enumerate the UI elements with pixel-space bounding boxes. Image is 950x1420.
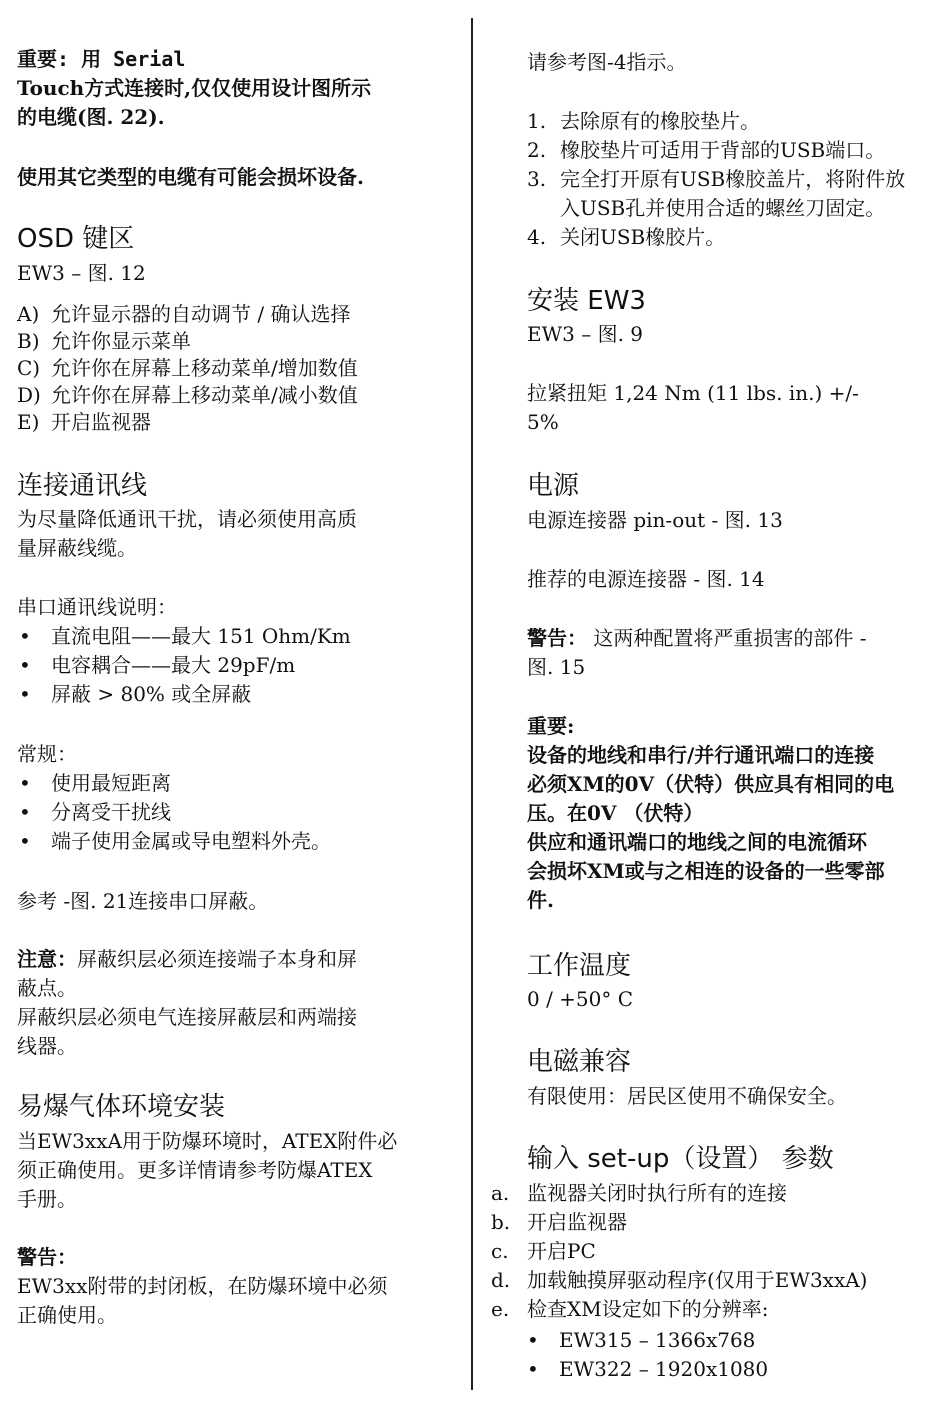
explosive-warning-label: 警告： bbox=[17, 1245, 77, 1269]
list-item: • 分离受干扰线 bbox=[17, 798, 437, 827]
setup-item: e. 检查XM设定如下的分辨率: bbox=[491, 1297, 769, 1321]
explosive-warning-text: EW3xx附带的封闭板，在防爆环境中必须 正确使用。 bbox=[17, 1274, 388, 1327]
important-line-1: 重要: 用 Serial bbox=[17, 47, 186, 71]
serial-title: 串口通讯线说明： bbox=[17, 595, 177, 619]
emc-text: 有限使用：居民区使用不确保安全。 bbox=[527, 1084, 847, 1108]
general-title: 常规： bbox=[17, 742, 77, 766]
comm-heading: 连接通讯线 bbox=[17, 471, 148, 501]
install-heading: 安装 EW3 bbox=[527, 286, 646, 316]
list-item: • 电容耦合——最大 29pF/m bbox=[17, 651, 437, 680]
list-item: • 直流电阻——最大 151 Ohm/Km bbox=[17, 622, 437, 651]
serial-list bbox=[17, 622, 437, 709]
step-item: 2. 橡胶垫片可适用于背部的USB端口。 bbox=[527, 138, 886, 162]
setup-item: b. 开启监视器 bbox=[491, 1210, 627, 1234]
setup-item: a. 监视器关闭时执行所有的连接 bbox=[491, 1181, 787, 1205]
note-label: 注意： bbox=[17, 947, 77, 971]
note-block: 注意：屏蔽织层必须连接端子本身和屏 蔽点。 屏蔽织层必须电气连接屏蔽层和两端接 线器。 bbox=[17, 947, 357, 1058]
osd-list bbox=[17, 301, 437, 436]
step-item: 4. 关闭USB橡胶片。 bbox=[527, 225, 726, 249]
list-item: • 屏蔽 > 80% 或全屏蔽 bbox=[17, 680, 437, 709]
shield-ref: 参考 -图. 21连接串口屏蔽。 bbox=[17, 889, 269, 913]
power-recommended: 推荐的电源连接器 - 图. 14 bbox=[527, 567, 765, 591]
general-list bbox=[17, 769, 437, 856]
power-warning: 警告： 这两种配置将严重损害的部件 - 图. 15 bbox=[527, 626, 867, 679]
osd-item: A) 允许显示器的自动调节 / 确认选择 bbox=[17, 302, 351, 326]
setup-list bbox=[491, 1179, 937, 1324]
install-ref: EW3 – 图. 9 bbox=[527, 322, 644, 346]
resolution-item: • EW315 – 1366x768 bbox=[527, 1326, 937, 1355]
setup-item: c. 开启PC bbox=[491, 1239, 596, 1263]
step-item: 3. 完全打开原有USB橡胶盖片，将附件放 入USB孔并使用合适的螺丝刀固定。 bbox=[527, 167, 906, 220]
important-note bbox=[17, 45, 437, 132]
cable-warning: 使用其它类型的电缆有可能会损坏设备. bbox=[17, 165, 364, 189]
osd-item: C) 允许你在屏幕上移动菜单/增加数值 bbox=[17, 356, 358, 380]
setup-item: d. 加载触摸屏驱动程序(仅用于EW3xxA) bbox=[491, 1268, 868, 1292]
setup-heading: 输入 set-up（设置） 参数 bbox=[527, 1144, 834, 1174]
column-divider bbox=[471, 18, 473, 1390]
resolution-item: • EW322 – 1920x1080 bbox=[527, 1355, 937, 1384]
osd-heading: OSD 键区 bbox=[17, 224, 135, 254]
resolution-list bbox=[527, 1326, 937, 1384]
power-pinout: 电源连接器 pin-out - 图. 13 bbox=[527, 508, 783, 532]
temp-heading: 工作温度 bbox=[527, 951, 632, 981]
emc-heading: 电磁兼容 bbox=[527, 1047, 632, 1077]
list-item: • 使用最短距离 bbox=[17, 769, 437, 798]
power-warning-label: 警告： bbox=[527, 626, 587, 650]
important-label: 重要: bbox=[527, 714, 575, 738]
osd-item: D) 允许你在屏幕上移动菜单/减小数值 bbox=[17, 383, 358, 407]
osd-ref: EW3 – 图. 12 bbox=[17, 261, 146, 285]
important-block: 重要: 设备的地线和串行/并行通讯端口的连接 必须XM的0V（伏特）供应具有相同的电 压。在0V （伏特） 供应和通讯端口的地线之间的电流循环 会损坏XM或与之相连的设备的一些零部 件. bbox=[527, 712, 937, 915]
power-heading: 电源 bbox=[527, 471, 580, 501]
explosive-text: 当EW3xxA用于防爆环境时，ATEX附件必 须正确使用。更多详情请参考防爆ATEX 手册。 bbox=[17, 1129, 398, 1211]
comm-intro: 为尽量降低通讯干扰，请必须使用高质 量屏蔽线缆。 bbox=[17, 507, 357, 560]
steps-list bbox=[527, 107, 937, 252]
osd-item: B) 允许你显示菜单 bbox=[17, 329, 191, 353]
important-line-3: 的电缆(图. 22). bbox=[17, 105, 165, 129]
torque-text: 拉紧扭矩 1,24 Nm (11 lbs. in.) +/- 5% bbox=[527, 381, 859, 434]
step-item: 1. 去除原有的橡胶垫片。 bbox=[527, 109, 760, 133]
fig-ref: 请参考图-4指示。 bbox=[527, 50, 687, 74]
explosive-heading: 易爆气体环境安装 bbox=[17, 1092, 226, 1122]
important-line-2: Touch方式连接时,仅仅使用设计图所示 bbox=[17, 76, 372, 100]
osd-item: E) 开启监视器 bbox=[17, 410, 151, 434]
list-item: • 端子使用金属或导电塑料外壳。 bbox=[17, 827, 437, 856]
temp-value: 0 / +50° C bbox=[527, 987, 634, 1011]
